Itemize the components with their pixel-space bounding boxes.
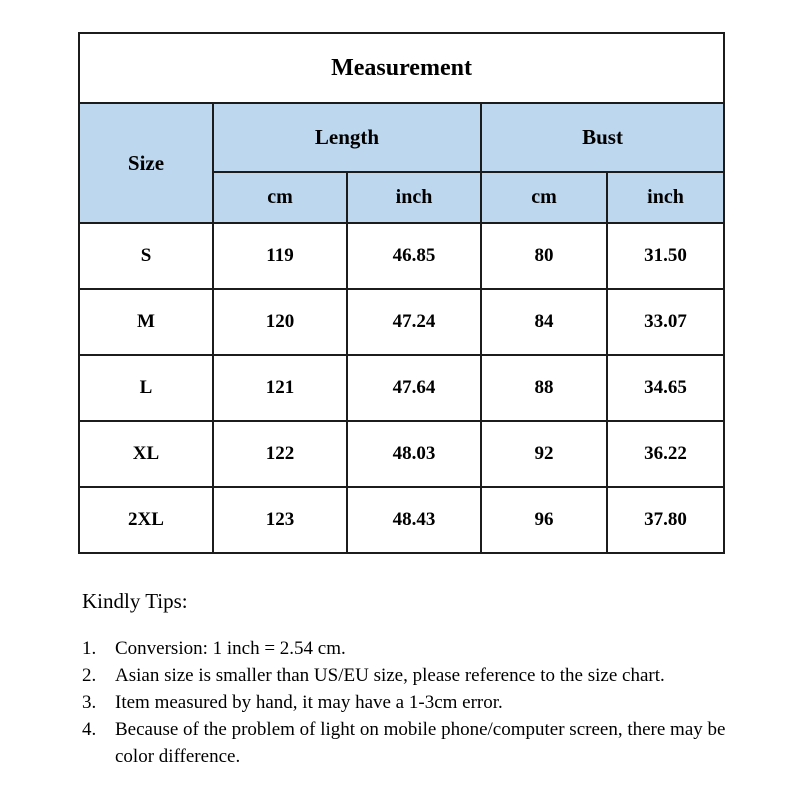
tip-text: Item measured by hand, it may have a 1-3cm error.	[115, 692, 503, 713]
tip-number: 2.	[82, 665, 97, 686]
length-cm-cell: 122	[213, 421, 347, 487]
tip-item	[82, 716, 730, 770]
bust-inch-cell: 36.22	[607, 421, 724, 487]
bust-cm-header: cm	[481, 172, 607, 223]
bust-cm-cell: 80	[481, 223, 607, 289]
table-row	[79, 487, 724, 553]
bust-inch-cell: 33.07	[607, 289, 724, 355]
size-cell: S	[79, 223, 213, 289]
bust-inch-header: inch	[607, 172, 724, 223]
length-cm-cell: 121	[213, 355, 347, 421]
length-cm-cell: 123	[213, 487, 347, 553]
tip-text: Asian size is smaller than US/EU size, please reference to the size chart.	[115, 665, 665, 686]
length-inch-cell: 48.03	[347, 421, 481, 487]
tip-item	[82, 662, 730, 689]
bust-inch-cell: 31.50	[607, 223, 724, 289]
table-row	[79, 223, 724, 289]
size-cell: L	[79, 355, 213, 421]
table-row	[79, 289, 724, 355]
length-cm-header: cm	[213, 172, 347, 223]
group-header-row	[79, 103, 724, 172]
size-column-header: Size	[79, 103, 213, 223]
bust-cm-cell: 96	[481, 487, 607, 553]
measurement-table	[78, 32, 725, 554]
tip-text: Because of the problem of light on mobile phone/computer screen, there may be color difference.	[115, 719, 726, 767]
length-inch-cell: 48.43	[347, 487, 481, 553]
tip-text: Conversion: 1 inch = 2.54 cm.	[115, 638, 346, 659]
length-inch-cell: 47.64	[347, 355, 481, 421]
table-row	[79, 355, 724, 421]
length-inch-header: inch	[347, 172, 481, 223]
bust-group-header: Bust	[481, 103, 724, 172]
table-row	[79, 421, 724, 487]
bust-cm-cell: 92	[481, 421, 607, 487]
title-row	[79, 33, 724, 103]
length-cm-cell: 120	[213, 289, 347, 355]
tip-item	[82, 689, 730, 716]
table-title: Measurement	[79, 33, 724, 103]
length-cm-cell: 119	[213, 223, 347, 289]
tip-number: 4.	[82, 719, 97, 740]
tips-section	[82, 589, 730, 770]
length-inch-cell: 46.85	[347, 223, 481, 289]
bust-inch-cell: 34.65	[607, 355, 724, 421]
size-cell: 2XL	[79, 487, 213, 553]
tips-heading: Kindly Tips:	[82, 589, 188, 613]
length-group-header: Length	[213, 103, 481, 172]
bust-inch-cell: 37.80	[607, 487, 724, 553]
bust-cm-cell: 88	[481, 355, 607, 421]
tip-number: 1.	[82, 638, 97, 659]
tip-number: 3.	[82, 692, 97, 713]
bust-cm-cell: 84	[481, 289, 607, 355]
tip-item	[82, 635, 730, 662]
length-inch-cell: 47.24	[347, 289, 481, 355]
size-cell: XL	[79, 421, 213, 487]
size-cell: M	[79, 289, 213, 355]
